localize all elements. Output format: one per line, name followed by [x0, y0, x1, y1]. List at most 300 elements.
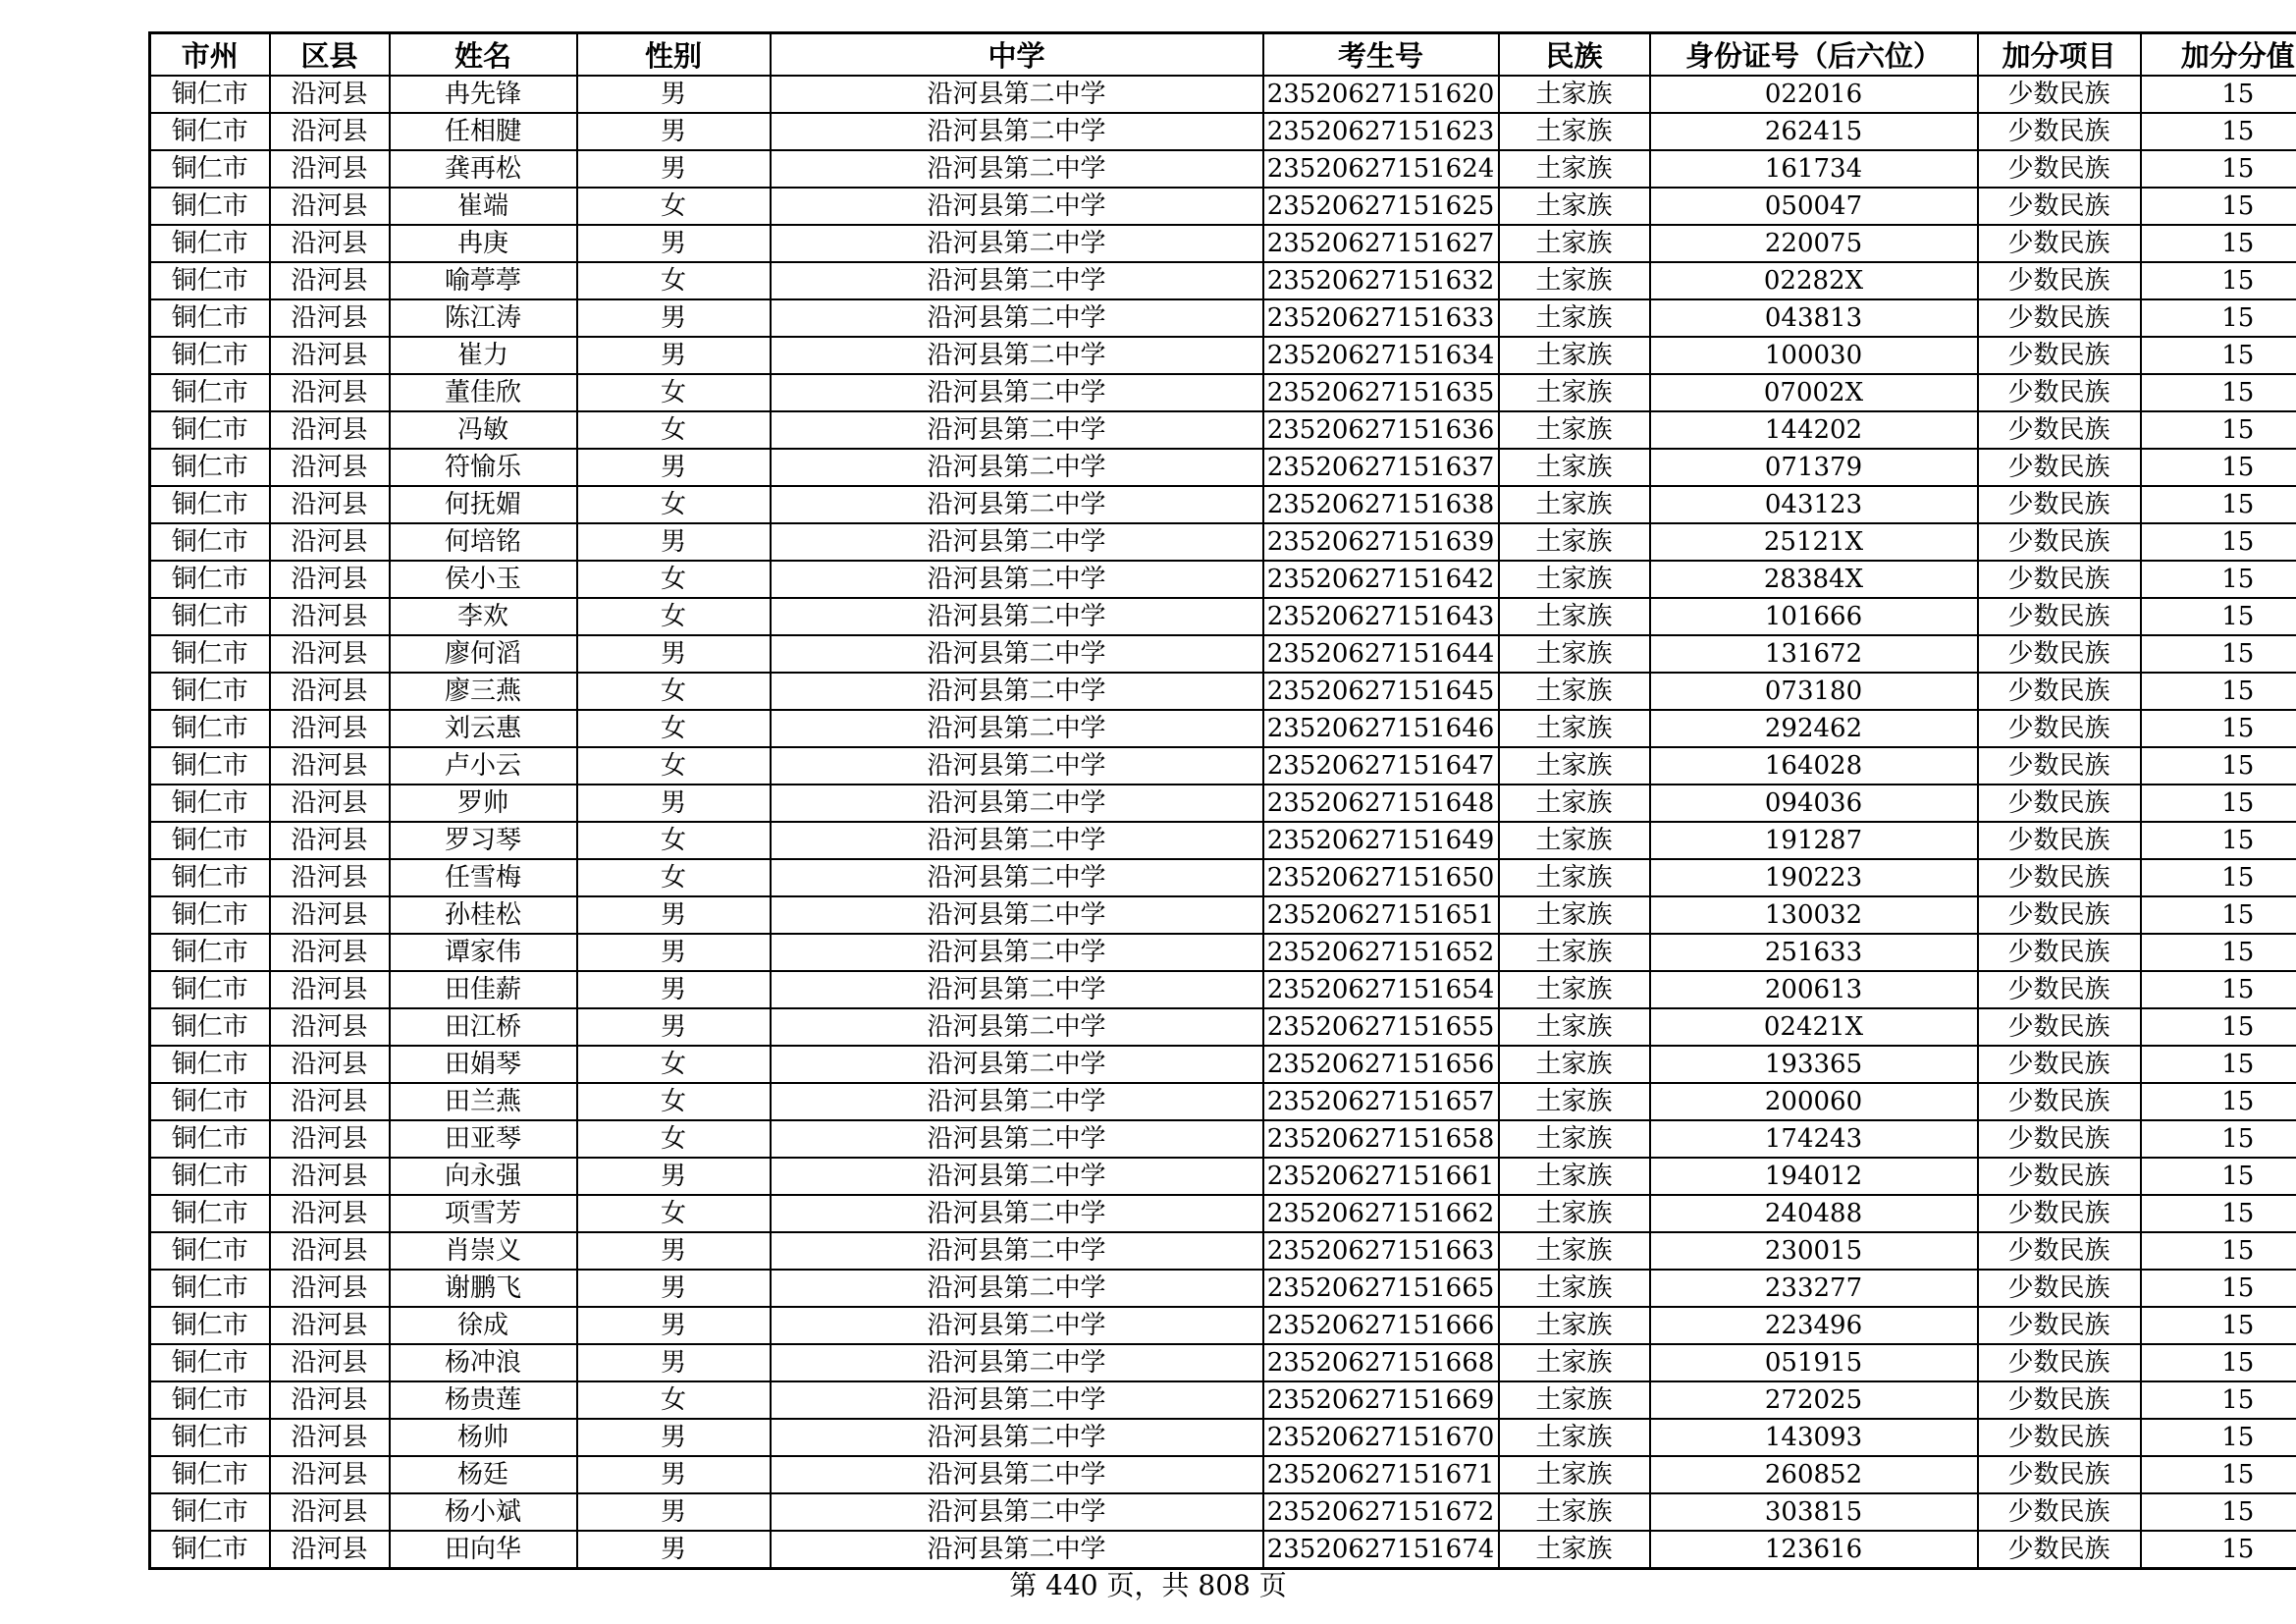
table-row: [150, 1456, 2296, 1493]
bonus-item-cell: 少数民族: [1978, 747, 2141, 785]
candidate-number-cell: 23520627151645: [1263, 673, 1499, 710]
bonus-item-cell: 少数民族: [1978, 673, 2141, 710]
name-cell: 孙桂松: [390, 896, 577, 934]
gender-cell: 男: [577, 934, 771, 971]
table-row: [150, 150, 2296, 188]
gender-cell: 男: [577, 971, 771, 1008]
school-cell: 沿河县第二中学: [771, 150, 1263, 188]
school-cell: 沿河县第二中学: [771, 896, 1263, 934]
id-last-six-cell: 292462: [1650, 710, 1978, 747]
county-cell: 沿河县: [270, 188, 390, 225]
bonus-points-cell: 15: [2141, 262, 2296, 299]
ethnicity-cell: 土家族: [1499, 150, 1650, 188]
name-cell: 田向华: [390, 1531, 577, 1569]
id-last-six-cell: 094036: [1650, 785, 1978, 822]
bonus-item-cell: 少数民族: [1978, 971, 2141, 1008]
gender-cell: 女: [577, 188, 771, 225]
gender-cell: 女: [577, 673, 771, 710]
school-cell: 沿河县第二中学: [771, 822, 1263, 859]
ethnicity-cell: 土家族: [1499, 1083, 1650, 1120]
table-row: [150, 188, 2296, 225]
bonus-item-cell: 少数民族: [1978, 337, 2141, 374]
ethnicity-cell: 土家族: [1499, 561, 1650, 598]
table-row: [150, 113, 2296, 150]
bonus-item-cell: 少数民族: [1978, 1195, 2141, 1232]
bonus-points-cell: 15: [2141, 1419, 2296, 1456]
city-cell: 铜仁市: [150, 1419, 270, 1456]
column-header-ethnicity: 民族: [1499, 33, 1650, 77]
ethnicity-cell: 土家族: [1499, 673, 1650, 710]
bonus-item-cell: 少数民族: [1978, 598, 2141, 635]
school-cell: 沿河县第二中学: [771, 1419, 1263, 1456]
bonus-item-cell: 少数民族: [1978, 710, 2141, 747]
gender-cell: 女: [577, 1381, 771, 1419]
ethnicity-cell: 土家族: [1499, 1344, 1650, 1381]
school-cell: 沿河县第二中学: [771, 971, 1263, 1008]
school-cell: 沿河县第二中学: [771, 673, 1263, 710]
city-cell: 铜仁市: [150, 673, 270, 710]
county-cell: 沿河县: [270, 1083, 390, 1120]
county-cell: 沿河县: [270, 1344, 390, 1381]
city-cell: 铜仁市: [150, 113, 270, 150]
id-last-six-cell: 071379: [1650, 449, 1978, 486]
id-last-six-cell: 130032: [1650, 896, 1978, 934]
bonus-points-cell: 15: [2141, 859, 2296, 896]
candidate-number-cell: 23520627151636: [1263, 411, 1499, 449]
county-cell: 沿河县: [270, 1381, 390, 1419]
column-header-id-last-six: 身份证号（后六位）: [1650, 33, 1978, 77]
school-cell: 沿河县第二中学: [771, 1307, 1263, 1344]
city-cell: 铜仁市: [150, 710, 270, 747]
table-row: [150, 1158, 2296, 1195]
candidate-number-cell: 23520627151657: [1263, 1083, 1499, 1120]
county-cell: 沿河县: [270, 411, 390, 449]
id-last-six-cell: 190223: [1650, 859, 1978, 896]
name-cell: 刘云惠: [390, 710, 577, 747]
school-cell: 沿河县第二中学: [771, 225, 1263, 262]
bonus-points-cell: 15: [2141, 76, 2296, 113]
gender-cell: 男: [577, 1307, 771, 1344]
city-cell: 铜仁市: [150, 934, 270, 971]
table-row: [150, 76, 2296, 113]
ethnicity-cell: 土家族: [1499, 188, 1650, 225]
school-cell: 沿河县第二中学: [771, 1158, 1263, 1195]
bonus-item-cell: 少数民族: [1978, 225, 2141, 262]
ethnicity-cell: 土家族: [1499, 113, 1650, 150]
bonus-item-cell: 少数民族: [1978, 1158, 2141, 1195]
county-cell: 沿河县: [270, 1270, 390, 1307]
school-cell: 沿河县第二中学: [771, 785, 1263, 822]
city-cell: 铜仁市: [150, 1307, 270, 1344]
bonus-item-cell: 少数民族: [1978, 449, 2141, 486]
ethnicity-cell: 土家族: [1499, 1158, 1650, 1195]
id-last-six-cell: 220075: [1650, 225, 1978, 262]
id-last-six-cell: 131672: [1650, 635, 1978, 673]
city-cell: 铜仁市: [150, 523, 270, 561]
table-row: [150, 859, 2296, 896]
id-last-six-cell: 223496: [1650, 1307, 1978, 1344]
city-cell: 铜仁市: [150, 1493, 270, 1531]
county-cell: 沿河县: [270, 76, 390, 113]
bonus-points-cell: 15: [2141, 374, 2296, 411]
ethnicity-cell: 土家族: [1499, 299, 1650, 337]
table-row: [150, 411, 2296, 449]
school-cell: 沿河县第二中学: [771, 188, 1263, 225]
gender-cell: 女: [577, 710, 771, 747]
ethnicity-cell: 土家族: [1499, 1046, 1650, 1083]
city-cell: 铜仁市: [150, 1083, 270, 1120]
school-cell: 沿河县第二中学: [771, 561, 1263, 598]
candidate-number-cell: 23520627151666: [1263, 1307, 1499, 1344]
gender-cell: 女: [577, 262, 771, 299]
bonus-item-cell: 少数民族: [1978, 262, 2141, 299]
bonus-points-cell: 15: [2141, 635, 2296, 673]
candidate-number-cell: 23520627151654: [1263, 971, 1499, 1008]
name-cell: 董佳欣: [390, 374, 577, 411]
id-last-six-cell: 174243: [1650, 1120, 1978, 1158]
school-cell: 沿河县第二中学: [771, 374, 1263, 411]
bonus-item-cell: 少数民族: [1978, 822, 2141, 859]
bonus-points-cell: 15: [2141, 523, 2296, 561]
id-last-six-cell: 161734: [1650, 150, 1978, 188]
name-cell: 陈江涛: [390, 299, 577, 337]
gender-cell: 男: [577, 1456, 771, 1493]
county-cell: 沿河县: [270, 337, 390, 374]
ethnicity-cell: 土家族: [1499, 262, 1650, 299]
bonus-points-cell: 15: [2141, 225, 2296, 262]
school-cell: 沿河县第二中学: [771, 262, 1263, 299]
id-last-six-cell: 251633: [1650, 934, 1978, 971]
bonus-item-cell: 少数民族: [1978, 150, 2141, 188]
bonus-points-cell: 15: [2141, 1158, 2296, 1195]
candidate-number-cell: 23520627151627: [1263, 225, 1499, 262]
table-row: [150, 934, 2296, 971]
school-cell: 沿河县第二中学: [771, 1531, 1263, 1569]
city-cell: 铜仁市: [150, 1195, 270, 1232]
candidate-number-cell: 23520627151647: [1263, 747, 1499, 785]
bonus-item-cell: 少数民族: [1978, 785, 2141, 822]
school-cell: 沿河县第二中学: [771, 1344, 1263, 1381]
name-cell: 喻葶葶: [390, 262, 577, 299]
ethnicity-cell: 土家族: [1499, 747, 1650, 785]
name-cell: 谭家伟: [390, 934, 577, 971]
gender-cell: 男: [577, 150, 771, 188]
table-row: [150, 1120, 2296, 1158]
column-header-bonus-item: 加分项目: [1978, 33, 2141, 77]
ethnicity-cell: 土家族: [1499, 1419, 1650, 1456]
county-cell: 沿河县: [270, 299, 390, 337]
table-row: [150, 486, 2296, 523]
id-last-six-cell: 233277: [1650, 1270, 1978, 1307]
city-cell: 铜仁市: [150, 188, 270, 225]
bonus-points-cell: 15: [2141, 337, 2296, 374]
candidate-number-cell: 23520627151638: [1263, 486, 1499, 523]
gender-cell: 男: [577, 1232, 771, 1270]
bonus-item-cell: 少数民族: [1978, 1120, 2141, 1158]
bonus-points-cell: 15: [2141, 113, 2296, 150]
city-cell: 铜仁市: [150, 1456, 270, 1493]
county-cell: 沿河县: [270, 1158, 390, 1195]
gender-cell: 男: [577, 1008, 771, 1046]
gender-cell: 女: [577, 598, 771, 635]
county-cell: 沿河县: [270, 225, 390, 262]
id-last-six-cell: 123616: [1650, 1531, 1978, 1569]
gender-cell: 女: [577, 561, 771, 598]
bonus-points-cell: 15: [2141, 150, 2296, 188]
id-last-six-cell: 022016: [1650, 76, 1978, 113]
ethnicity-cell: 土家族: [1499, 859, 1650, 896]
candidate-number-cell: 23520627151663: [1263, 1232, 1499, 1270]
city-cell: 铜仁市: [150, 76, 270, 113]
table-body: [150, 76, 2296, 1569]
candidate-number-cell: 23520627151648: [1263, 785, 1499, 822]
ethnicity-cell: 土家族: [1499, 76, 1650, 113]
bonus-points-cell: 15: [2141, 785, 2296, 822]
ethnicity-cell: 土家族: [1499, 1456, 1650, 1493]
gender-cell: 男: [577, 1158, 771, 1195]
gender-cell: 男: [577, 1531, 771, 1569]
candidate-number-cell: 23520627151639: [1263, 523, 1499, 561]
table-row: [150, 374, 2296, 411]
county-cell: 沿河县: [270, 1232, 390, 1270]
school-cell: 沿河县第二中学: [771, 1083, 1263, 1120]
id-last-six-cell: 230015: [1650, 1232, 1978, 1270]
name-cell: 廖何滔: [390, 635, 577, 673]
name-cell: 罗习琴: [390, 822, 577, 859]
bonus-item-cell: 少数民族: [1978, 1531, 2141, 1569]
records-table: [148, 31, 2296, 1570]
school-cell: 沿河县第二中学: [771, 523, 1263, 561]
county-cell: 沿河县: [270, 150, 390, 188]
candidate-number-cell: 23520627151642: [1263, 561, 1499, 598]
candidate-number-cell: 23520627151669: [1263, 1381, 1499, 1419]
name-cell: 向永强: [390, 1158, 577, 1195]
bonus-points-cell: 15: [2141, 1008, 2296, 1046]
ethnicity-cell: 土家族: [1499, 971, 1650, 1008]
gender-cell: 男: [577, 1419, 771, 1456]
school-cell: 沿河县第二中学: [771, 1008, 1263, 1046]
gender-cell: 男: [577, 299, 771, 337]
school-cell: 沿河县第二中学: [771, 934, 1263, 971]
bonus-points-cell: 15: [2141, 1493, 2296, 1531]
name-cell: 龚再松: [390, 150, 577, 188]
candidate-number-cell: 23520627151649: [1263, 822, 1499, 859]
name-cell: 冉先锋: [390, 76, 577, 113]
candidate-number-cell: 23520627151650: [1263, 859, 1499, 896]
candidate-number-cell: 23520627151637: [1263, 449, 1499, 486]
county-cell: 沿河县: [270, 971, 390, 1008]
name-cell: 冯敏: [390, 411, 577, 449]
bonus-item-cell: 少数民族: [1978, 1008, 2141, 1046]
id-last-six-cell: 050047: [1650, 188, 1978, 225]
table-row: [150, 1419, 2296, 1456]
gender-cell: 女: [577, 1120, 771, 1158]
gender-cell: 女: [577, 411, 771, 449]
city-cell: 铜仁市: [150, 598, 270, 635]
bonus-points-cell: 15: [2141, 1232, 2296, 1270]
name-cell: 侯小玉: [390, 561, 577, 598]
name-cell: 罗帅: [390, 785, 577, 822]
school-cell: 沿河县第二中学: [771, 1195, 1263, 1232]
county-cell: 沿河县: [270, 1419, 390, 1456]
id-last-six-cell: 051915: [1650, 1344, 1978, 1381]
ethnicity-cell: 土家族: [1499, 1531, 1650, 1569]
candidate-number-cell: 23520627151671: [1263, 1456, 1499, 1493]
candidate-number-cell: 23520627151672: [1263, 1493, 1499, 1531]
city-cell: 铜仁市: [150, 1344, 270, 1381]
bonus-points-cell: 15: [2141, 1120, 2296, 1158]
table-row: [150, 337, 2296, 374]
name-cell: 谢鹏飞: [390, 1270, 577, 1307]
county-cell: 沿河县: [270, 486, 390, 523]
bonus-item-cell: 少数民族: [1978, 374, 2141, 411]
county-cell: 沿河县: [270, 822, 390, 859]
bonus-points-cell: 15: [2141, 411, 2296, 449]
city-cell: 铜仁市: [150, 1120, 270, 1158]
bonus-points-cell: 15: [2141, 1307, 2296, 1344]
candidate-number-cell: 23520627151625: [1263, 188, 1499, 225]
city-cell: 铜仁市: [150, 785, 270, 822]
id-last-six-cell: 28384X: [1650, 561, 1978, 598]
name-cell: 杨冲浪: [390, 1344, 577, 1381]
county-cell: 沿河县: [270, 710, 390, 747]
county-cell: 沿河县: [270, 635, 390, 673]
school-cell: 沿河县第二中学: [771, 337, 1263, 374]
bonus-item-cell: 少数民族: [1978, 859, 2141, 896]
bonus-points-cell: 15: [2141, 896, 2296, 934]
bonus-points-cell: 15: [2141, 1344, 2296, 1381]
city-cell: 铜仁市: [150, 337, 270, 374]
ethnicity-cell: 土家族: [1499, 635, 1650, 673]
ethnicity-cell: 土家族: [1499, 1195, 1650, 1232]
county-cell: 沿河县: [270, 1456, 390, 1493]
city-cell: 铜仁市: [150, 486, 270, 523]
candidate-number-cell: 23520627151655: [1263, 1008, 1499, 1046]
table-row: [150, 896, 2296, 934]
bonus-points-cell: 15: [2141, 673, 2296, 710]
table-row: [150, 1531, 2296, 1569]
column-header-name: 姓名: [390, 33, 577, 77]
bonus-points-cell: 15: [2141, 188, 2296, 225]
table-row: [150, 1046, 2296, 1083]
id-last-six-cell: 303815: [1650, 1493, 1978, 1531]
name-cell: 杨帅: [390, 1419, 577, 1456]
gender-cell: 女: [577, 859, 771, 896]
id-last-six-cell: 043123: [1650, 486, 1978, 523]
table-row: [150, 1083, 2296, 1120]
school-cell: 沿河县第二中学: [771, 635, 1263, 673]
city-cell: 铜仁市: [150, 374, 270, 411]
bonus-item-cell: 少数民族: [1978, 1232, 2141, 1270]
bonus-points-cell: 15: [2141, 1381, 2296, 1419]
bonus-item-cell: 少数民族: [1978, 1307, 2141, 1344]
candidate-number-cell: 23520627151674: [1263, 1531, 1499, 1569]
county-cell: 沿河县: [270, 859, 390, 896]
school-cell: 沿河县第二中学: [771, 113, 1263, 150]
table-row: [150, 598, 2296, 635]
county-cell: 沿河县: [270, 785, 390, 822]
ethnicity-cell: 土家族: [1499, 1270, 1650, 1307]
bonus-points-cell: 15: [2141, 1046, 2296, 1083]
name-cell: 任相腱: [390, 113, 577, 150]
ethnicity-cell: 土家族: [1499, 1008, 1650, 1046]
id-last-six-cell: 240488: [1650, 1195, 1978, 1232]
county-cell: 沿河县: [270, 449, 390, 486]
name-cell: 何抚媚: [390, 486, 577, 523]
bonus-points-cell: 15: [2141, 449, 2296, 486]
ethnicity-cell: 土家族: [1499, 896, 1650, 934]
id-last-six-cell: 143093: [1650, 1419, 1978, 1456]
gender-cell: 男: [577, 1344, 771, 1381]
id-last-six-cell: 191287: [1650, 822, 1978, 859]
table-row: [150, 1232, 2296, 1270]
city-cell: 铜仁市: [150, 262, 270, 299]
bonus-points-cell: 15: [2141, 1195, 2296, 1232]
candidate-number-cell: 23520627151662: [1263, 1195, 1499, 1232]
gender-cell: 男: [577, 1493, 771, 1531]
county-cell: 沿河县: [270, 1120, 390, 1158]
table-row: [150, 449, 2296, 486]
candidate-number-cell: 23520627151670: [1263, 1419, 1499, 1456]
gender-cell: 男: [577, 113, 771, 150]
id-last-six-cell: 262415: [1650, 113, 1978, 150]
county-cell: 沿河县: [270, 934, 390, 971]
column-header-county: 区县: [270, 33, 390, 77]
ethnicity-cell: 土家族: [1499, 337, 1650, 374]
table-row: [150, 785, 2296, 822]
candidate-number-cell: 23520627151665: [1263, 1270, 1499, 1307]
table-row: [150, 1195, 2296, 1232]
table-row: [150, 1307, 2296, 1344]
school-cell: 沿河县第二中学: [771, 747, 1263, 785]
city-cell: 铜仁市: [150, 896, 270, 934]
name-cell: 徐成: [390, 1307, 577, 1344]
bonus-item-cell: 少数民族: [1978, 1381, 2141, 1419]
bonus-points-cell: 15: [2141, 934, 2296, 971]
bonus-points-cell: 15: [2141, 971, 2296, 1008]
ethnicity-cell: 土家族: [1499, 374, 1650, 411]
id-last-six-cell: 200613: [1650, 971, 1978, 1008]
id-last-six-cell: 194012: [1650, 1158, 1978, 1195]
table-row: [150, 710, 2296, 747]
column-header-candidate-number: 考生号: [1263, 33, 1499, 77]
county-cell: 沿河县: [270, 1493, 390, 1531]
city-cell: 铜仁市: [150, 1046, 270, 1083]
name-cell: 冉庚: [390, 225, 577, 262]
name-cell: 崔端: [390, 188, 577, 225]
ethnicity-cell: 土家族: [1499, 1232, 1650, 1270]
table-row: [150, 523, 2296, 561]
table-row: [150, 225, 2296, 262]
city-cell: 铜仁市: [150, 747, 270, 785]
school-cell: 沿河县第二中学: [771, 1456, 1263, 1493]
bonus-points-cell: 15: [2141, 1531, 2296, 1569]
candidate-number-cell: 23520627151651: [1263, 896, 1499, 934]
school-cell: 沿河县第二中学: [771, 1381, 1263, 1419]
bonus-points-cell: 15: [2141, 747, 2296, 785]
id-last-six-cell: 101666: [1650, 598, 1978, 635]
city-cell: 铜仁市: [150, 1232, 270, 1270]
gender-cell: 男: [577, 337, 771, 374]
candidate-number-cell: 23520627151643: [1263, 598, 1499, 635]
ethnicity-cell: 土家族: [1499, 523, 1650, 561]
id-last-six-cell: 144202: [1650, 411, 1978, 449]
school-cell: 沿河县第二中学: [771, 449, 1263, 486]
county-cell: 沿河县: [270, 262, 390, 299]
table-row: [150, 1381, 2296, 1419]
county-cell: 沿河县: [270, 1046, 390, 1083]
gender-cell: 女: [577, 747, 771, 785]
